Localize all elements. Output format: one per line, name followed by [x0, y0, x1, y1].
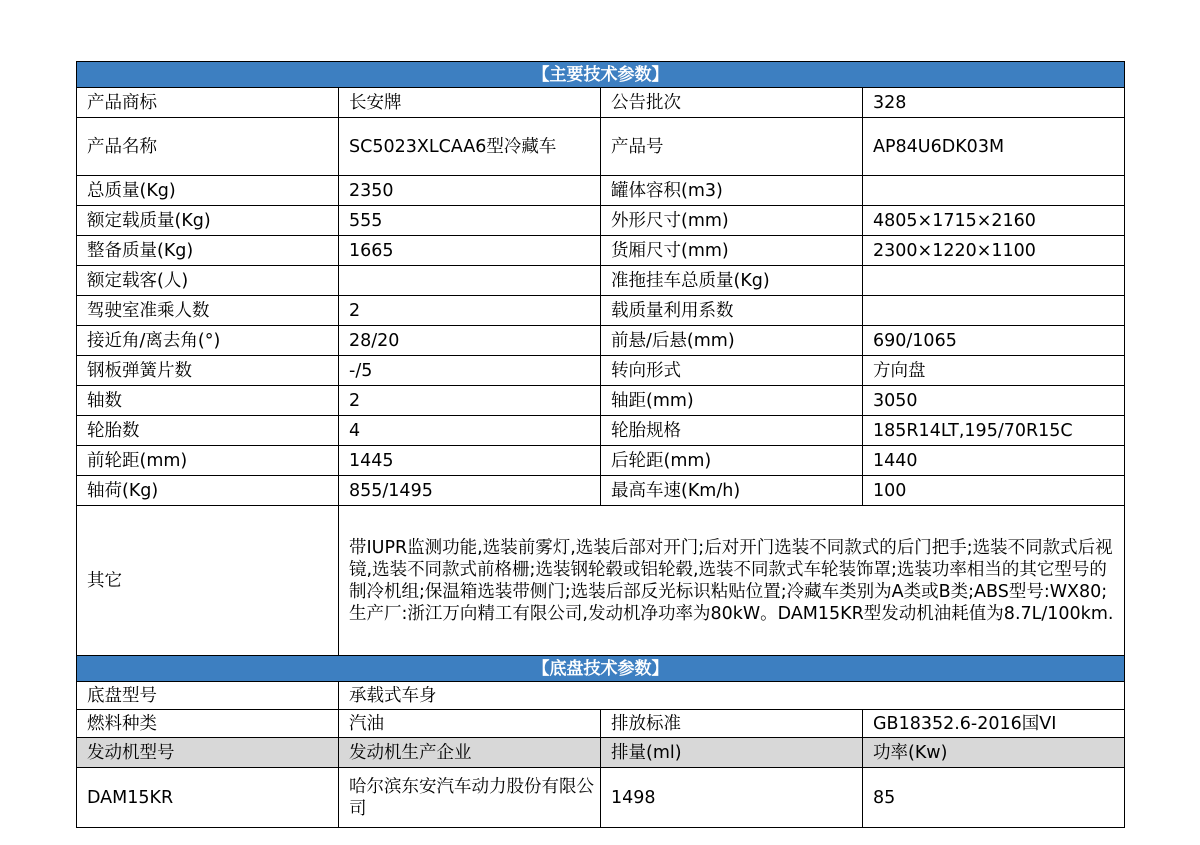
engine-cell: 哈尔滨东安汽车动力股份有限公司: [339, 768, 601, 828]
param-label: 钢板弹簧片数: [77, 356, 339, 386]
param-value: 2300×1220×1100: [863, 236, 1125, 266]
param-value: 328: [863, 88, 1125, 118]
table-row: [77, 206, 1125, 236]
main-section-header: [77, 62, 1125, 88]
table-row: [77, 416, 1125, 446]
spec-table-body: [77, 62, 1125, 828]
table-row: [77, 236, 1125, 266]
engine-row: [77, 768, 1125, 828]
param-value: [339, 266, 601, 296]
param-label: 转向形式: [601, 356, 863, 386]
main-section-title: 【主要技术参数】: [77, 62, 1125, 88]
param-value: 28/20: [339, 326, 601, 356]
spec-table: [76, 61, 1125, 828]
param-value: 690/1065: [863, 326, 1125, 356]
param-label: 轮胎规格: [601, 416, 863, 446]
param-label: 燃料种类: [77, 710, 339, 738]
param-label: 公告批次: [601, 88, 863, 118]
chassis-model-label: 底盘型号: [77, 682, 339, 710]
param-value: 1440: [863, 446, 1125, 476]
other-row: [77, 506, 1125, 656]
other-text: 带IUPR监测功能,选装前雾灯,选装后部对开门;后对开门选装不同款式的后门把手;选装不同款式后视镜,选装不同款式前格栅;选装钢轮毂或铝轮毂,选装不同款式车轮装饰罩;选装功率相当的其它型号的制冷机组;保温箱选装带侧门;选装后部反光标识粘贴位置;冷藏车类别为A类或B类;ABS型号:WX80;生产厂:浙江万向精工有限公司,发动机净功率为80kW。DAM15KR型发动机油耗值为8.7L/100km.: [339, 506, 1125, 656]
table-row: [77, 386, 1125, 416]
param-label: 驾驶室准乘人数: [77, 296, 339, 326]
table-row: [77, 476, 1125, 506]
engine-cell: 85: [863, 768, 1125, 828]
param-label: 货厢尺寸(mm): [601, 236, 863, 266]
engine-header-cell: 功率(Kw): [863, 738, 1125, 768]
param-value: 4: [339, 416, 601, 446]
table-row: [77, 176, 1125, 206]
param-label: 产品名称: [77, 118, 339, 176]
param-label: 前悬/后悬(mm): [601, 326, 863, 356]
param-label: 整备质量(Kg): [77, 236, 339, 266]
param-label: 产品商标: [77, 88, 339, 118]
param-value: -/5: [339, 356, 601, 386]
param-value: 100: [863, 476, 1125, 506]
chassis-model-value: 承载式车身: [339, 682, 1125, 710]
param-value: 1445: [339, 446, 601, 476]
chassis-model-row: [77, 682, 1125, 710]
table-row: [77, 118, 1125, 176]
param-label: 外形尺寸(mm): [601, 206, 863, 236]
param-label: 轴数: [77, 386, 339, 416]
param-value: [863, 176, 1125, 206]
param-label: 产品号: [601, 118, 863, 176]
param-value: 185R14LT,195/70R15C: [863, 416, 1125, 446]
table-row: [77, 266, 1125, 296]
param-value: 2350: [339, 176, 601, 206]
fuel-row: [77, 710, 1125, 738]
param-value: 汽油: [339, 710, 601, 738]
param-value: GB18352.6-2016国VI: [863, 710, 1125, 738]
param-label: 最高车速(Km/h): [601, 476, 863, 506]
param-label: 前轮距(mm): [77, 446, 339, 476]
param-value: 2: [339, 296, 601, 326]
table-row: [77, 326, 1125, 356]
param-value: 4805×1715×2160: [863, 206, 1125, 236]
param-label: 排放标准: [601, 710, 863, 738]
param-label: 接近角/离去角(°): [77, 326, 339, 356]
engine-header-row: [77, 738, 1125, 768]
param-label: 额定载质量(Kg): [77, 206, 339, 236]
param-label: 额定载客(人): [77, 266, 339, 296]
param-value: 2: [339, 386, 601, 416]
param-value: 555: [339, 206, 601, 236]
table-row: [77, 446, 1125, 476]
param-label: 后轮距(mm): [601, 446, 863, 476]
param-label: 轴距(mm): [601, 386, 863, 416]
param-value: 长安牌: [339, 88, 601, 118]
param-label: 总质量(Kg): [77, 176, 339, 206]
param-label: 轮胎数: [77, 416, 339, 446]
param-label: 轴荷(Kg): [77, 476, 339, 506]
engine-header-cell: 排量(ml): [601, 738, 863, 768]
param-label: 准拖挂车总质量(Kg): [601, 266, 863, 296]
engine-header-cell: 发动机生产企业: [339, 738, 601, 768]
param-value: 方向盘: [863, 356, 1125, 386]
engine-header-cell: 发动机型号: [77, 738, 339, 768]
table-row: [77, 356, 1125, 386]
param-label: 罐体容积(m3): [601, 176, 863, 206]
other-label: 其它: [77, 506, 339, 656]
chassis-section-header: [77, 656, 1125, 682]
param-label: 载质量利用系数: [601, 296, 863, 326]
engine-cell: DAM15KR: [77, 768, 339, 828]
param-value: [863, 296, 1125, 326]
table-row: [77, 296, 1125, 326]
engine-cell: 1498: [601, 768, 863, 828]
param-value: 3050: [863, 386, 1125, 416]
param-value: 1665: [339, 236, 601, 266]
param-value: AP84U6DK03M: [863, 118, 1125, 176]
param-value: 855/1495: [339, 476, 601, 506]
param-value: SC5023XLCAA6型冷藏车: [339, 118, 601, 176]
chassis-section-title: 【底盘技术参数】: [77, 656, 1125, 682]
table-row: [77, 88, 1125, 118]
param-value: [863, 266, 1125, 296]
